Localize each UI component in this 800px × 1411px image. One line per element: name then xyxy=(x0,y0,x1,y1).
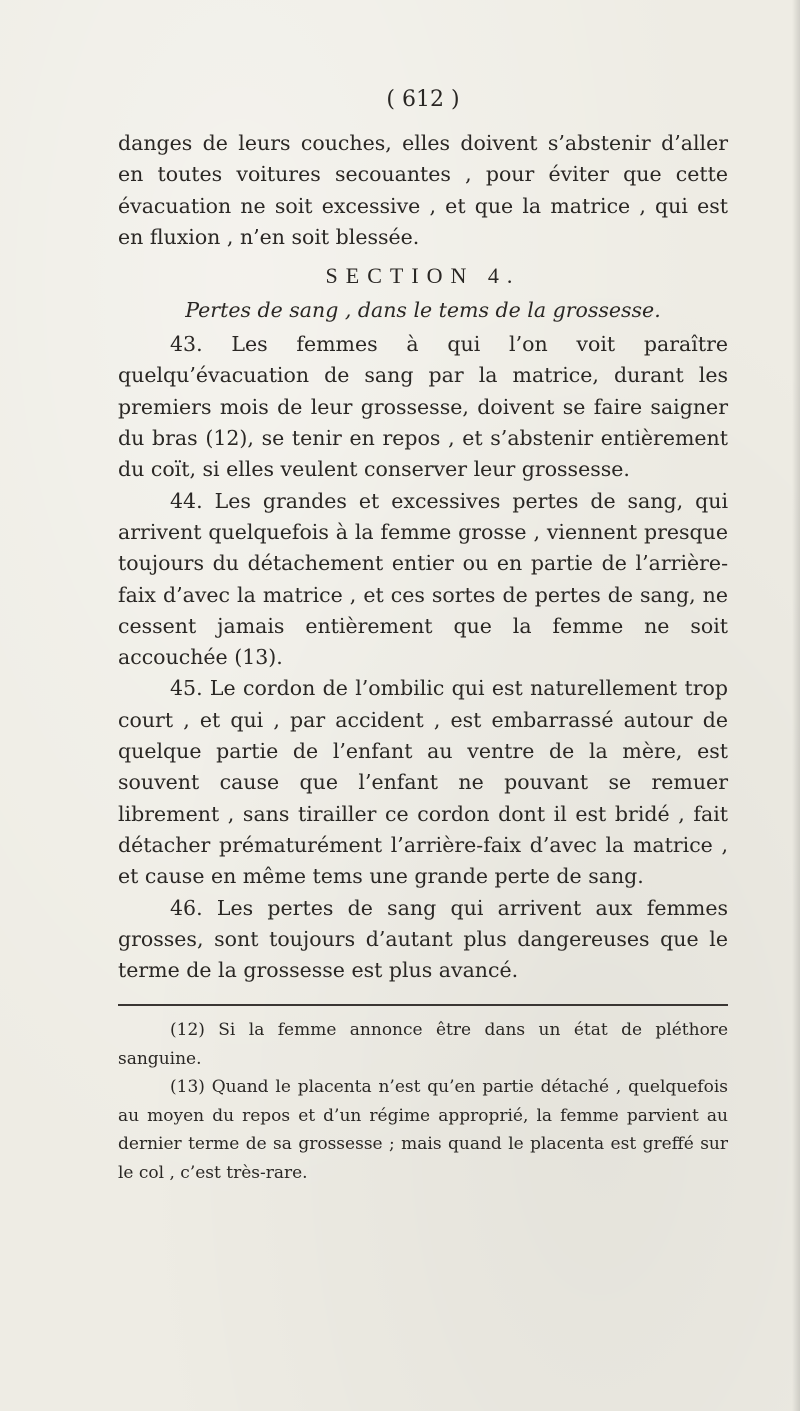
paragraph-45: 45. Le cordon de l’ombilic qui est naturellement trop court , et qui , par accident , est embarrassé autour de quelque partie de l’enfant au ventre de la mère, est souvent cause que l’enfant ne pouvant se remuer librement , sans tirailler ce cordon dont il est bridé , fait détacher prématurément l’arrière-faix d’avec la matrice , et cause en même tems une grande perte de sang. xyxy=(118,676,728,889)
page-number: ( 612 ) xyxy=(386,87,460,112)
main-text xyxy=(118,128,728,986)
footnote-13: (13) Quand le placenta n’est qu’en partie détaché , quelquefois au moyen du repos et d’un régime approprié, la femme parvient au dernier terme de sa grossesse ; mais quand le placenta est greffé sur le col , c’est très-rare. xyxy=(118,1077,728,1183)
page-edge-shadow xyxy=(792,0,800,1411)
footnote-divider xyxy=(118,1004,728,1006)
footnote-12: (12) Si la femme annonce être dans un état de pléthore sanguine. xyxy=(118,1020,728,1069)
paragraph-44: 44. Les grandes et excessives pertes de sang, qui arrivent quelquefois à la femme grosse , viennent presque toujours du détachement entier ou en partie de l’arrière-faix d’avec la matrice , et ces sortes de pertes de sang, ne cessent jamais entièrement que la femme ne soit accouchée (13). xyxy=(118,488,728,670)
section-title: Pertes de sang , dans le tems de la grossesse. xyxy=(185,298,661,323)
paragraph-46: 46. Les pertes de sang qui arrivent aux femmes grosses, sont toujours d’autant plus dangereuses que le terme de la grossesse est plus avancé. xyxy=(118,895,728,983)
section-heading: SECTION 4. xyxy=(325,263,521,289)
paragraph-intro: danges de leurs couches, elles doivent s’abstenir d’aller en toutes voitures secouantes , pour éviter que cette évacuation ne soit excessive , et que la matrice , qui est en fluxion , n’en soit blessée. xyxy=(118,131,728,249)
footnotes xyxy=(118,1016,728,1187)
paragraph-43: 43. Les femmes à qui l’on voit paraître quelqu’évacuation de sang par la matrice, durant les premiers mois de leur grossesse, doivent se faire saigner du bras (12), se tenir en repos , et s’abstenir entièrement du coït, si elles veulent conserver leur grossesse. xyxy=(118,332,728,482)
page-content xyxy=(118,80,728,1187)
